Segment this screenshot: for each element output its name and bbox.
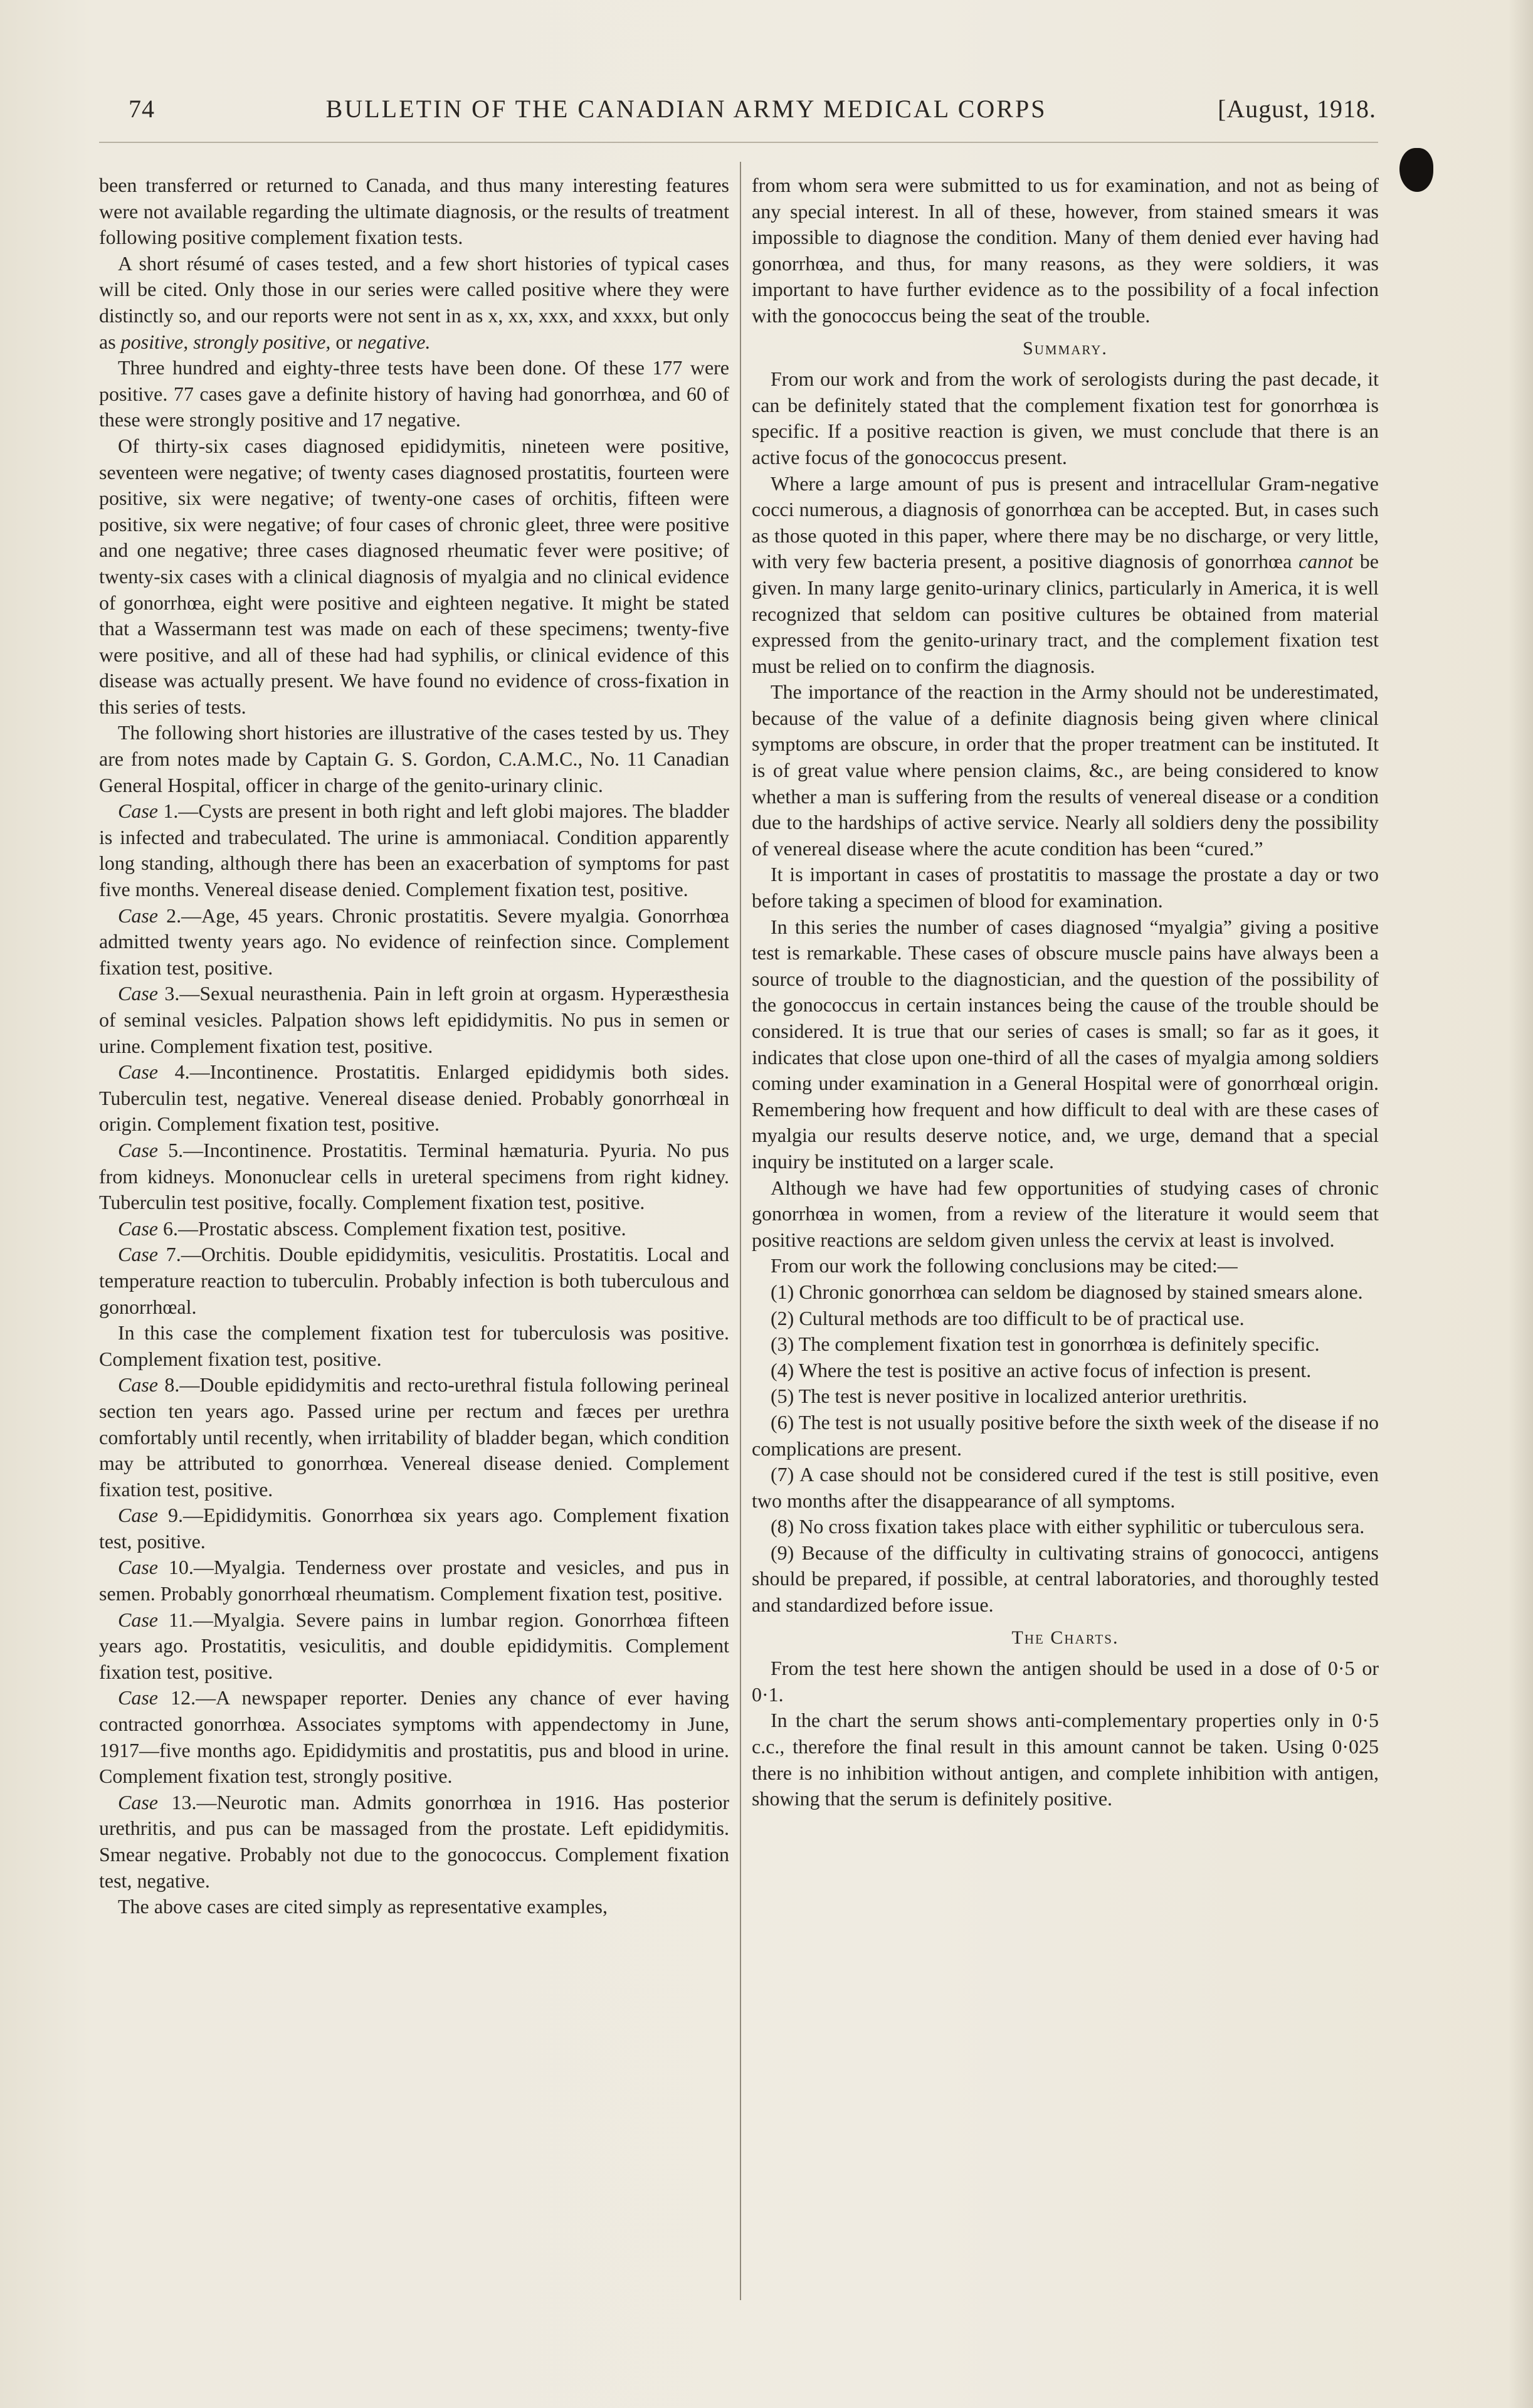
paragraph: The following short histories are illustrative of the cases tested by us. They are from notes made by Captain G. S. Gordon, C.A.M.C., No. 11 Canadian General Hospital, officer in charge of the genito-urinary clinic. — [99, 721, 729, 796]
header-rule — [99, 142, 1378, 143]
conclusion-item: (1) Chronic gonorrhœa can seldom be diagnosed by stained smears alone. — [771, 1280, 1363, 1303]
ink-blot-mark — [1399, 148, 1433, 192]
paragraph: From our work the following conclusions may be cited:— — [771, 1254, 1238, 1277]
paragraph: The above cases are cited simply as representative examples, — [118, 1895, 608, 1918]
left-column — [99, 172, 729, 1920]
case-entry: Case 1.—Cysts are present in both right and left globi majores. The bladder is infected and trabeculated. The urine is ammoniacal. Condition apparently long standing, although there has been an exacerbation of symptoms for past five months. Venereal disease denied. Complement fixation test, positive. — [99, 800, 729, 901]
journal-title: BULLETIN OF THE CANADIAN ARMY MEDICAL CORPS — [325, 95, 1047, 123]
case-entry: Case 6.—Prostatic abscess. Complement fixation test, positive. — [118, 1217, 626, 1240]
case-entry: Case 7.—Orchitis. Double epididymitis, vesiculitis. Prostatitis. Local and temperature reaction to tuberculin. Probably infection is both tuberculous and gonorrhœal. — [99, 1243, 729, 1318]
conclusion-item: (9) Because of the difficulty in cultivating strains of gonococci, antigens should be prepared, if possible, at central laboratories, and thoroughly tested and standardized before issue. — [752, 1541, 1379, 1617]
case-entry: Case 12.—A newspaper reporter. Denies any chance of ever having contracted gonorrhœa. Associates symptoms with appendectomy in June, 1917—five months ago. Epididymitis and prostatitis, pus and blood in urine. Complement fixation test, strongly positive. — [99, 1686, 729, 1788]
case-entry: Case 9.—Epididymitis. Gonorrhœa six years ago. Complement fixation test, positive. — [99, 1504, 729, 1553]
conclusion-item: (4) Where the test is positive an active focus of infection is present. — [771, 1358, 1312, 1381]
paragraph: A short résumé of cases tested, and a few short histories of typical cases will be cited. Only those in our series were called positive where they were distinctly so, and our reports were not sent in as x, xx, xxx, and xxxx, but only as positive, strongly positive, or negative. — [99, 251, 729, 353]
conclusion-item: (8) No cross fixation takes place with either syphilitic or tuberculous sera. — [771, 1515, 1365, 1538]
case-entry: Case 3.—Sexual neurasthenia. Pain in left groin at orgasm. Hyperæsthesia of seminal vesicles. Palpation shows left epididymitis. No pus in semen or urine. Complement fixation test, positive. — [99, 982, 729, 1057]
paragraph: It is important in cases of prostatitis to massage the prostate a day or two before taking a specimen of blood for examination. — [752, 863, 1379, 912]
paragraph: Where a large amount of pus is present and intracellular Gram-negative cocci numerous, a diagnosis of gonorrhœa can be accepted. But, in cases such as those quoted in this paper, where there may be no discharge, or very little, with very few bacteria present, a positive diagnosis of gonorrhœa cannot be given. In many large genito-urinary clinics, particularly in America, it is well recognized that seldom can positive cultures be obtained from material expressed from the genito-urinary tract, and the complement fixation test must be relied on to confirm the diagnosis. — [752, 472, 1379, 677]
paragraph: been transferred or returned to Canada, and thus many interesting features were not available regarding the ultimate diagnosis, or the results of treatment following positive complement fixation tests. — [99, 174, 729, 249]
conclusion-item: (5) The test is never positive in localized anterior urethritis. — [771, 1385, 1248, 1408]
paragraph: Although we have had few opportunities of studying cases of chronic gonorrhœa in women, from a review of the literature it would seem that positive reactions are seldom given unless the cervix at least is involved. — [752, 1176, 1379, 1251]
case-entry: Case 10.—Myalgia. Tenderness over prostate and vesicles, and pus in semen. Probably gonorrhœal rheumatism. Complement fixation test, positive. — [99, 1556, 729, 1605]
case-entry: Case 4.—Incontinence. Prostatitis. Enlarged epididymis both sides. Tuberculin test, negative. Venereal disease denied. Probably gonorrhœal in origin. Complement fixation test, positive. — [99, 1060, 729, 1136]
section-heading-summary: Summary. — [1023, 337, 1108, 359]
section-heading-charts: The Charts. — [1011, 1627, 1119, 1648]
running-header — [129, 94, 1376, 144]
conclusion-item: (2) Cultural methods are too difficult to be of practical use. — [771, 1306, 1245, 1329]
case-entry: Case 2.—Age, 45 years. Chronic prostatitis. Severe myalgia. Gonorrhœa admitted twenty years ago. No evidence of reinfection since. Complement fixation test, positive. — [99, 904, 729, 979]
conclusion-item: (3) The complement fixation test in gonorrhœa is definitely specific. — [771, 1333, 1320, 1356]
case-entry: Case 8.—Double epididymitis and recto-urethral fistula following perineal section ten years ago. Passed urine per rectum and fæces per urethra comfortably until recently, when irritability of bladder began, which condition may be attributed to gonorrhœa. Venereal disease denied. Complement fixation test, positive. — [99, 1373, 729, 1501]
paragraph: Three hundred and eighty-three tests have been done. Of these 177 were positive. 77 cases gave a definite history of having had gonorrhœa, and 60 of these were strongly positive and 17 negative. — [99, 356, 729, 431]
column-divider — [740, 162, 741, 2300]
paragraph: In the chart the serum shows anti-complementary properties only in 0·5 c.c., therefore the final result in this amount cannot be taken. Using 0·025 there is no inhibition without antigen, and complete inhibition with antigen, showing that the serum is definitely positive. — [752, 1709, 1379, 1810]
conclusion-item: (6) The test is not usually positive before the sixth week of the disease if no complications are present. — [752, 1410, 1379, 1460]
paragraph: In this case the complement fixation test for tuberculosis was positive. Complement fixation test, positive. — [99, 1321, 729, 1370]
paragraph: from whom sera were submitted to us for examination, and not as being of any special interest. In all of these, however, from stained smears it was impossible to diagnose the condition. Many of them denied ever having had gonorrhœa, and thus, for many reasons, as they were soldiers, it was important to have further evidence as to the possibility of a focal infection with the gonococcus being the seat of the trouble. — [752, 174, 1379, 327]
page-number: 74 — [129, 95, 155, 123]
case-entry: Case 11.—Myalgia. Severe pains in lumbar region. Gonorrhœa fifteen years ago. Prostatitis, vesiculitis, and double epididymitis. Complement fixation test, positive. — [99, 1608, 729, 1683]
conclusion-item: (7) A case should not be considered cured if the test is still positive, even two months after the disappearance of all symptoms. — [752, 1463, 1379, 1512]
paragraph: In this series the number of cases diagnosed “myalgia” giving a positive test is remarkable. These cases of obscure muscle pains have always been a source of trouble to the diagnostician, and the question of the possibility of the gonococcus in certain instances being the cause of the trouble should be considered. It is true that our series of cases is small; so far as it goes, it indicates that close upon one-third of all the cases of myalgia among soldiers coming under examination in a General Hospital were of gonorrhœal origin. Remembering how frequent and how difficult to deal with are these cases of myalgia our results deserve notice, and, we urge, demand that a special inquiry be instituted on a larger scale. — [752, 915, 1379, 1173]
paragraph: The importance of the reaction in the Army should not be underestimated, because of the value of a definite diagnosis being given where clinical symptoms are obscure, in order that the proper treatment can be instituted. It is of great value where pension claims, &c., are being considered to know whether a man is suffering from the results of venereal disease or a condition due to the hardships of active service. Nearly all soldiers deny the possibility of venereal disease where the acute condition has been “cured.” — [752, 680, 1379, 860]
issue-date: [August, 1918. — [1218, 95, 1376, 123]
paragraph: From our work and from the work of serologists during the past decade, it can be definitely stated that the complement fixation test for gonorrhœa is specific. If a positive reaction is given, we must conclude that there is an active focus of the gonococcus present. — [752, 367, 1379, 468]
paragraph: From the test here shown the antigen should be used in a dose of 0·5 or 0·1. — [752, 1657, 1379, 1706]
paragraph: Of thirty-six cases diagnosed epididymitis, nineteen were positive, seventeen were negative; of twenty cases diagnosed prostatitis, fourteen were positive, six were negative; of twenty-one cases of orchitis, fifteen were positive, six were negative; of four cases of chronic gleet, three were positive and one negative; three cases diagnosed rheumatic fever were positive; of twenty-six cases with a clinical diagnosis of myalgia and no clinical evidence of gonorrhœa, eight were positive and eighteen negative. It might be stated that a Wassermann test was made on each of these specimens; twenty-five were positive, and all of these had had syphilis, or clinical evidence of this disease was actually present. We have found no evidence of cross-fixation in this series of tests. — [99, 434, 729, 718]
case-entry: Case 13.—Neurotic man. Admits gonorrhœa in 1916. Has posterior urethritis, and pus can be massaged from the prostate. Left epididymitis. Smear negative. Probably not due to the gonococcus. Complement fixation test, negative. — [99, 1790, 729, 1892]
page-edge-shadow — [1508, 0, 1533, 2408]
right-column — [752, 172, 1379, 1812]
case-entry: Case 5.—Incontinence. Prostatitis. Terminal hæmaturia. Pyuria. No pus from kidneys. Mononuclear cells in ureteral specimens from right kidney. Tuberculin test positive, focally. Complement fixation test, positive. — [99, 1138, 729, 1214]
